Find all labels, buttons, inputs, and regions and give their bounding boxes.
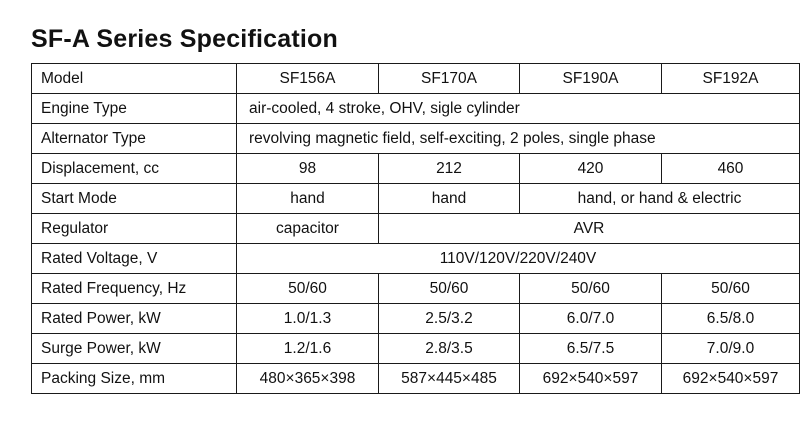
row-label: Engine Type bbox=[32, 94, 237, 124]
table-cell: 480×365×398 bbox=[237, 364, 379, 394]
table-cell: 2.5/3.2 bbox=[379, 304, 520, 334]
row-label: Rated Frequency, Hz bbox=[32, 274, 237, 304]
row-label: Regulator bbox=[32, 214, 237, 244]
table-cell: 50/60 bbox=[237, 274, 379, 304]
model-sf170a: SF170A bbox=[379, 64, 520, 94]
row-label: Surge Power, kW bbox=[32, 334, 237, 364]
table-cell: 2.8/3.5 bbox=[379, 334, 520, 364]
table-cell: 587×445×485 bbox=[379, 364, 520, 394]
table-cell: 692×540×597 bbox=[520, 364, 662, 394]
table-cell: 50/60 bbox=[379, 274, 520, 304]
table-cell: revolving magnetic field, self-exciting, 2 poles, single phase bbox=[237, 124, 800, 154]
row-label: Model bbox=[32, 64, 237, 94]
table-cell: 6.5/8.0 bbox=[662, 304, 800, 334]
table-cell: 50/60 bbox=[662, 274, 800, 304]
table-cell: air-cooled, 4 stroke, OHV, sigle cylinder bbox=[237, 94, 800, 124]
specification-table bbox=[31, 63, 800, 394]
row-label: Alternator Type bbox=[32, 124, 237, 154]
model-sf156a: SF156A bbox=[237, 64, 379, 94]
row-label: Start Mode bbox=[32, 184, 237, 214]
table-row-alternator-type bbox=[32, 124, 800, 154]
table-cell: 1.2/1.6 bbox=[237, 334, 379, 364]
table-row-packing-size bbox=[32, 364, 800, 394]
table-row-rated-voltage bbox=[32, 244, 800, 274]
table-cell: 50/60 bbox=[520, 274, 662, 304]
table-row-regulator bbox=[32, 214, 800, 244]
table-cell: hand bbox=[237, 184, 379, 214]
table-cell: AVR bbox=[379, 214, 800, 244]
table-cell: 7.0/9.0 bbox=[662, 334, 800, 364]
row-label: Rated Power, kW bbox=[32, 304, 237, 334]
table-cell: 98 bbox=[237, 154, 379, 184]
table-row-surge-power bbox=[32, 334, 800, 364]
table-cell: hand bbox=[379, 184, 520, 214]
page-title: SF-A Series Specification bbox=[31, 25, 338, 53]
row-label: Displacement, cc bbox=[32, 154, 237, 184]
row-label: Rated Voltage, V bbox=[32, 244, 237, 274]
table-cell: 110V/120V/220V/240V bbox=[237, 244, 800, 274]
table-row-model bbox=[32, 64, 800, 94]
model-sf192a: SF192A bbox=[662, 64, 800, 94]
table-row-rated-power bbox=[32, 304, 800, 334]
table-row-displacement bbox=[32, 154, 800, 184]
table-cell: hand, or hand & electric bbox=[520, 184, 800, 214]
table-cell: 212 bbox=[379, 154, 520, 184]
table-row-start-mode bbox=[32, 184, 800, 214]
table-cell: capacitor bbox=[237, 214, 379, 244]
table-cell: 692×540×597 bbox=[662, 364, 800, 394]
table-cell: 6.5/7.5 bbox=[520, 334, 662, 364]
table-row-rated-frequency bbox=[32, 274, 800, 304]
table-cell: 1.0/1.3 bbox=[237, 304, 379, 334]
table-cell: 420 bbox=[520, 154, 662, 184]
row-label: Packing Size, mm bbox=[32, 364, 237, 394]
model-sf190a: SF190A bbox=[520, 64, 662, 94]
table-cell: 6.0/7.0 bbox=[520, 304, 662, 334]
table-cell: 460 bbox=[662, 154, 800, 184]
table-row-engine-type bbox=[32, 94, 800, 124]
